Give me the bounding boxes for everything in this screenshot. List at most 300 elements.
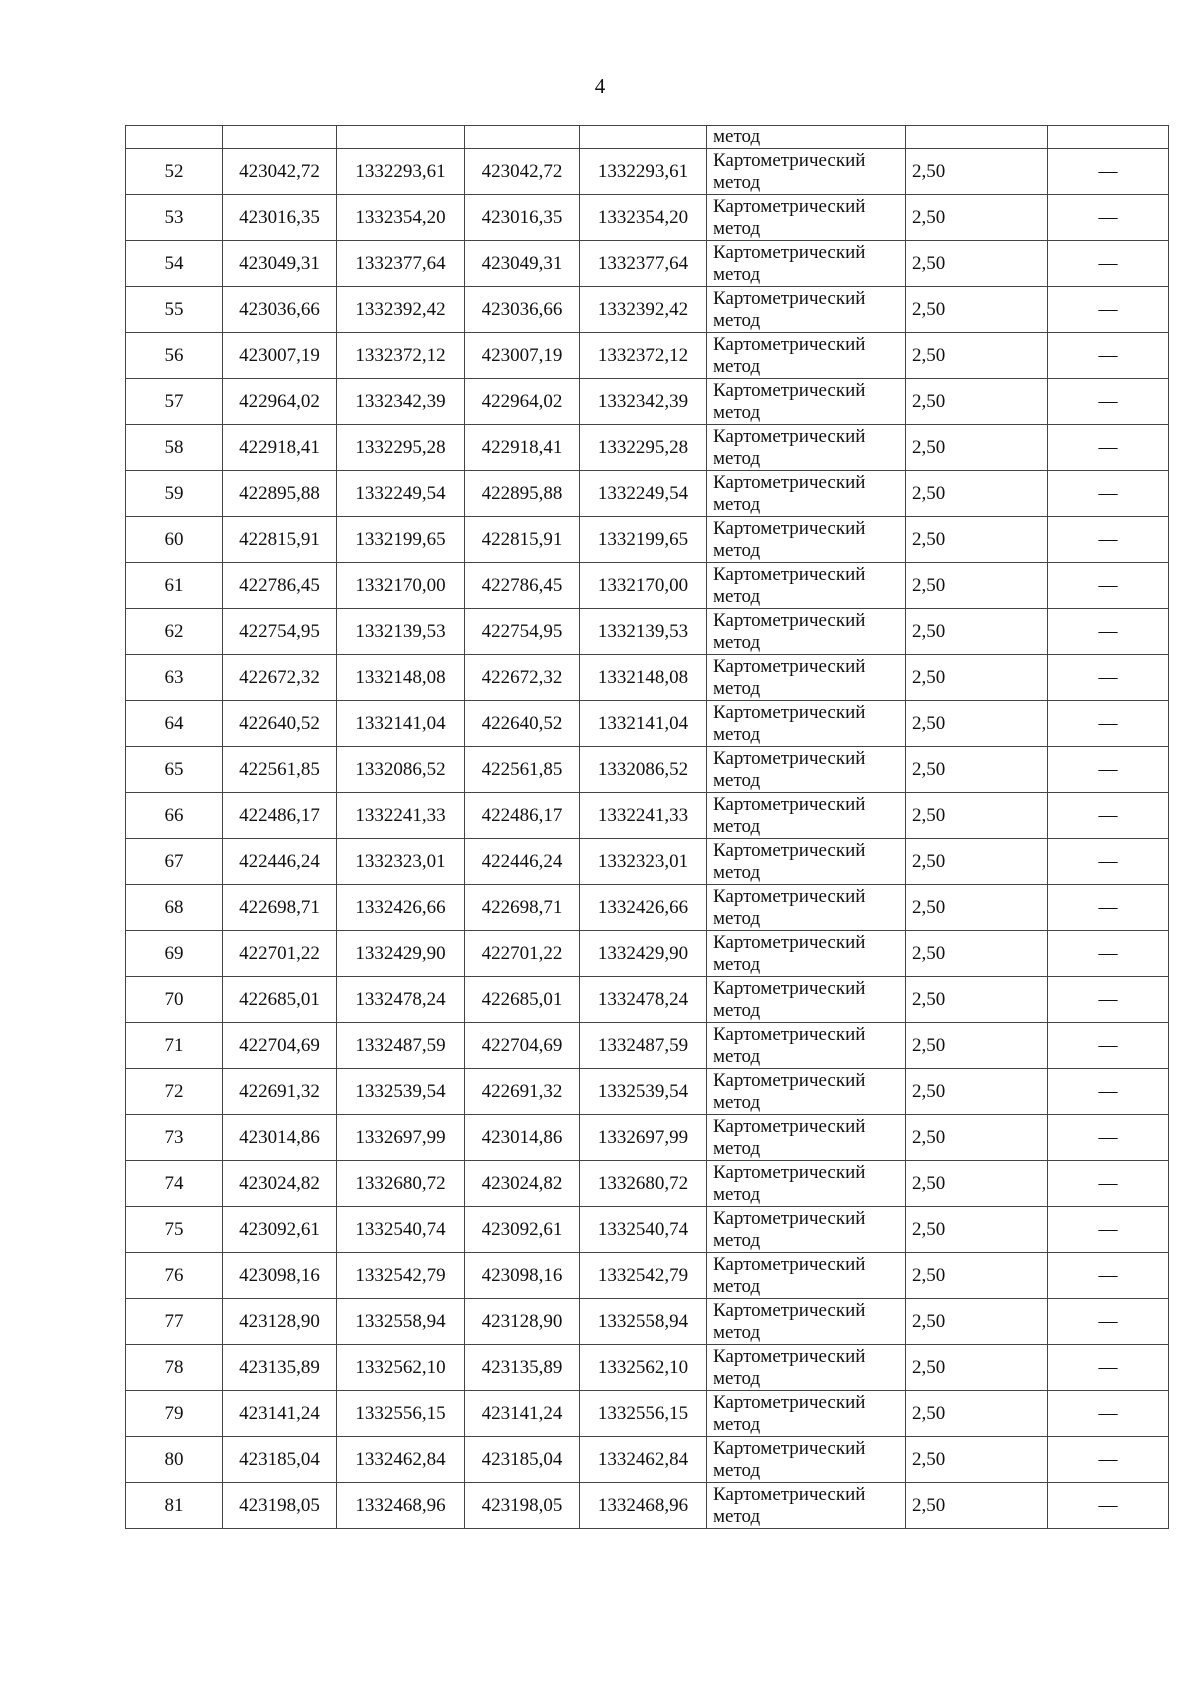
y-coordinate-cell: 1332342,39	[337, 379, 465, 425]
y-coordinate-new-cell: 1332478,24	[580, 977, 707, 1023]
note-cell: —	[1048, 885, 1169, 931]
accuracy-cell: 2,50	[906, 195, 1048, 241]
method-cell	[707, 655, 906, 701]
y-coordinate-new-cell: 1332372,12	[580, 333, 707, 379]
y-coordinate-new-cell: 1332139,53	[580, 609, 707, 655]
x-coordinate-cell: 423024,82	[223, 1161, 337, 1207]
method-cell	[707, 1483, 906, 1529]
accuracy-cell: 2,50	[906, 287, 1048, 333]
point-number-cell: 64	[126, 701, 223, 747]
table-cell	[465, 126, 580, 149]
note-cell: —	[1048, 1207, 1169, 1253]
method-cell	[707, 379, 906, 425]
point-number-cell: 72	[126, 1069, 223, 1115]
table-row	[126, 471, 1169, 517]
x-coordinate-cell: 422446,24	[223, 839, 337, 885]
y-coordinate-cell: 1332540,74	[337, 1207, 465, 1253]
x-coordinate-new-cell: 422964,02	[465, 379, 580, 425]
method-cell	[707, 195, 906, 241]
point-number-cell: 61	[126, 563, 223, 609]
accuracy-cell: 2,50	[906, 793, 1048, 839]
note-cell: —	[1048, 609, 1169, 655]
method-text-line2: метод	[713, 999, 761, 1021]
point-number-cell: 76	[126, 1253, 223, 1299]
x-coordinate-new-cell: 423024,82	[465, 1161, 580, 1207]
point-number-cell: 71	[126, 1023, 223, 1069]
y-coordinate-cell: 1332139,53	[337, 609, 465, 655]
method-text-line1: Картометрический	[713, 609, 866, 631]
x-coordinate-new-cell: 423014,86	[465, 1115, 580, 1161]
point-number-cell: 77	[126, 1299, 223, 1345]
x-coordinate-new-cell: 422754,95	[465, 609, 580, 655]
point-number-cell: 57	[126, 379, 223, 425]
method-cell	[707, 425, 906, 471]
table-row	[126, 885, 1169, 931]
method-text-line1: Картометрический	[713, 977, 866, 999]
table-row	[126, 701, 1169, 747]
y-coordinate-cell: 1332354,20	[337, 195, 465, 241]
table-cell	[126, 126, 223, 149]
method-text-line1: Картометрический	[713, 1391, 866, 1413]
method-text-line1: Картометрический	[713, 1161, 866, 1183]
point-number-cell: 60	[126, 517, 223, 563]
point-number-cell: 78	[126, 1345, 223, 1391]
accuracy-cell: 2,50	[906, 333, 1048, 379]
method-cell	[707, 885, 906, 931]
note-cell: —	[1048, 655, 1169, 701]
method-cell	[707, 609, 906, 655]
x-coordinate-new-cell: 423141,24	[465, 1391, 580, 1437]
table-row	[126, 609, 1169, 655]
x-coordinate-new-cell: 422672,32	[465, 655, 580, 701]
table-row	[126, 977, 1169, 1023]
method-text-line1: Картометрический	[713, 931, 866, 953]
point-number-cell: 56	[126, 333, 223, 379]
table-row	[126, 931, 1169, 977]
y-coordinate-cell: 1332468,96	[337, 1483, 465, 1529]
note-cell: —	[1048, 931, 1169, 977]
point-number-cell: 54	[126, 241, 223, 287]
y-coordinate-cell: 1332323,01	[337, 839, 465, 885]
table-row	[126, 1207, 1169, 1253]
table-row	[126, 1023, 1169, 1069]
y-coordinate-cell: 1332426,66	[337, 885, 465, 931]
x-coordinate-new-cell: 422561,85	[465, 747, 580, 793]
x-coordinate-cell: 423042,72	[223, 149, 337, 195]
method-text-line2: метод	[713, 1367, 761, 1389]
y-coordinate-new-cell: 1332540,74	[580, 1207, 707, 1253]
table-row	[126, 333, 1169, 379]
y-coordinate-new-cell: 1332558,94	[580, 1299, 707, 1345]
accuracy-cell: 2,50	[906, 655, 1048, 701]
y-coordinate-cell: 1332170,00	[337, 563, 465, 609]
note-cell: —	[1048, 701, 1169, 747]
point-number-cell: 53	[126, 195, 223, 241]
method-text-line2: метод	[713, 263, 761, 285]
y-coordinate-cell: 1332148,08	[337, 655, 465, 701]
y-coordinate-new-cell: 1332556,15	[580, 1391, 707, 1437]
method-text-line2: метод	[713, 1137, 761, 1159]
table-row	[126, 195, 1169, 241]
method-cell	[707, 701, 906, 747]
method-text-line2: метод	[713, 447, 761, 469]
x-coordinate-new-cell: 422895,88	[465, 471, 580, 517]
accuracy-cell: 2,50	[906, 931, 1048, 977]
note-cell: —	[1048, 425, 1169, 471]
table-row	[126, 379, 1169, 425]
accuracy-cell: 2,50	[906, 1483, 1048, 1529]
note-cell: —	[1048, 149, 1169, 195]
y-coordinate-new-cell: 1332377,64	[580, 241, 707, 287]
x-coordinate-new-cell: 423128,90	[465, 1299, 580, 1345]
table-row	[126, 1437, 1169, 1483]
y-coordinate-cell: 1332429,90	[337, 931, 465, 977]
method-text-line1: Картометрический	[713, 517, 866, 539]
method-cell	[707, 517, 906, 563]
accuracy-cell: 2,50	[906, 149, 1048, 195]
y-coordinate-new-cell: 1332086,52	[580, 747, 707, 793]
x-coordinate-cell: 422786,45	[223, 563, 337, 609]
accuracy-cell: 2,50	[906, 1299, 1048, 1345]
method-text-line1: Картометрический	[713, 241, 866, 263]
method-text-line2: метод	[713, 815, 761, 837]
method-text-line2: метод	[713, 309, 761, 331]
x-coordinate-new-cell: 423198,05	[465, 1483, 580, 1529]
x-coordinate-new-cell: 423036,66	[465, 287, 580, 333]
accuracy-cell: 2,50	[906, 425, 1048, 471]
y-coordinate-cell: 1332697,99	[337, 1115, 465, 1161]
y-coordinate-cell: 1332241,33	[337, 793, 465, 839]
method-text-line2: метод	[713, 585, 761, 607]
method-cell	[707, 471, 906, 517]
accuracy-cell: 2,50	[906, 1207, 1048, 1253]
coordinates-table	[125, 125, 1169, 1529]
method-cell	[707, 1345, 906, 1391]
point-number-cell: 73	[126, 1115, 223, 1161]
method-text-line2: метод	[713, 1459, 761, 1481]
method-text-line2: метод	[713, 953, 761, 975]
method-text-line2: метод	[713, 1413, 761, 1435]
point-number-cell: 80	[126, 1437, 223, 1483]
method-cell	[707, 241, 906, 287]
x-coordinate-new-cell: 422486,17	[465, 793, 580, 839]
method-text-line1: Картометрический	[713, 1069, 866, 1091]
method-text-line1: Картометрический	[713, 1115, 866, 1137]
point-number-cell: 79	[126, 1391, 223, 1437]
y-coordinate-cell: 1332487,59	[337, 1023, 465, 1069]
table-row	[126, 517, 1169, 563]
y-coordinate-new-cell: 1332249,54	[580, 471, 707, 517]
method-cell	[707, 839, 906, 885]
y-coordinate-new-cell: 1332342,39	[580, 379, 707, 425]
method-text-line2: метод	[713, 171, 761, 193]
y-coordinate-cell: 1332199,65	[337, 517, 465, 563]
y-coordinate-new-cell: 1332323,01	[580, 839, 707, 885]
note-cell: —	[1048, 747, 1169, 793]
method-text-line2: метод	[713, 493, 761, 515]
x-coordinate-cell: 423128,90	[223, 1299, 337, 1345]
method-text-line1: Картометрический	[713, 1253, 866, 1275]
table-row	[126, 1115, 1169, 1161]
method-text-line2: метод	[713, 1229, 761, 1251]
x-coordinate-new-cell: 423185,04	[465, 1437, 580, 1483]
x-coordinate-cell: 422918,41	[223, 425, 337, 471]
table-row	[126, 241, 1169, 287]
method-text-line2: метод	[713, 539, 761, 561]
x-coordinate-new-cell: 422815,91	[465, 517, 580, 563]
x-coordinate-cell: 422964,02	[223, 379, 337, 425]
method-cell	[707, 1023, 906, 1069]
y-coordinate-cell: 1332556,15	[337, 1391, 465, 1437]
y-coordinate-new-cell: 1332354,20	[580, 195, 707, 241]
table-row	[126, 839, 1169, 885]
note-cell: —	[1048, 1115, 1169, 1161]
table-row	[126, 149, 1169, 195]
method-cell	[707, 1299, 906, 1345]
y-coordinate-new-cell: 1332392,42	[580, 287, 707, 333]
x-coordinate-cell: 422701,22	[223, 931, 337, 977]
table-row	[126, 655, 1169, 701]
point-number-cell: 69	[126, 931, 223, 977]
y-coordinate-new-cell: 1332429,90	[580, 931, 707, 977]
accuracy-cell: 2,50	[906, 1161, 1048, 1207]
accuracy-cell: 2,50	[906, 1115, 1048, 1161]
table-cell	[1048, 126, 1169, 149]
method-text-line2: метод	[713, 401, 761, 423]
x-coordinate-new-cell: 423007,19	[465, 333, 580, 379]
y-coordinate-cell: 1332141,04	[337, 701, 465, 747]
y-coordinate-cell: 1332372,12	[337, 333, 465, 379]
point-number-cell: 70	[126, 977, 223, 1023]
table-row	[126, 1069, 1169, 1115]
note-cell: —	[1048, 287, 1169, 333]
method-text-line1: Картометрический	[713, 471, 866, 493]
method-text-line1: Картометрический	[713, 885, 866, 907]
table-row	[126, 1161, 1169, 1207]
x-coordinate-new-cell: 423098,16	[465, 1253, 580, 1299]
table-row	[126, 1345, 1169, 1391]
method-text-line1: Картометрический	[713, 425, 866, 447]
table-row	[126, 425, 1169, 471]
note-cell: —	[1048, 517, 1169, 563]
method-text-line1: Картометрический	[713, 1345, 866, 1367]
x-coordinate-cell: 422698,71	[223, 885, 337, 931]
note-cell: —	[1048, 1483, 1169, 1529]
method-text-line1: Картометрический	[713, 1207, 866, 1229]
method-text-line1: Картометрический	[713, 839, 866, 861]
point-number-cell: 59	[126, 471, 223, 517]
point-number-cell: 67	[126, 839, 223, 885]
x-coordinate-cell: 422561,85	[223, 747, 337, 793]
note-cell: —	[1048, 1253, 1169, 1299]
table-row	[126, 563, 1169, 609]
y-coordinate-cell: 1332377,64	[337, 241, 465, 287]
accuracy-cell: 2,50	[906, 609, 1048, 655]
note-cell: —	[1048, 1345, 1169, 1391]
method-text-line2: метод	[713, 217, 761, 239]
y-coordinate-new-cell: 1332539,54	[580, 1069, 707, 1115]
x-coordinate-cell: 422754,95	[223, 609, 337, 655]
table-row	[126, 747, 1169, 793]
x-coordinate-cell: 422685,01	[223, 977, 337, 1023]
method-text-line2: метод	[713, 861, 761, 883]
y-coordinate-cell: 1332478,24	[337, 977, 465, 1023]
method-cell	[707, 287, 906, 333]
table-row	[126, 287, 1169, 333]
method-text-line1: Картометрический	[713, 195, 866, 217]
method-cell	[707, 793, 906, 839]
method-text-line1: Картометрический	[713, 747, 866, 769]
note-cell: —	[1048, 471, 1169, 517]
x-coordinate-new-cell: 422691,32	[465, 1069, 580, 1115]
method-cell	[707, 931, 906, 977]
y-coordinate-new-cell: 1332199,65	[580, 517, 707, 563]
accuracy-cell: 2,50	[906, 1253, 1048, 1299]
method-text-line1: Картометрический	[713, 1483, 866, 1505]
accuracy-cell: 2,50	[906, 1345, 1048, 1391]
table-cell	[223, 126, 337, 149]
x-coordinate-new-cell: 422685,01	[465, 977, 580, 1023]
x-coordinate-new-cell: 422698,71	[465, 885, 580, 931]
method-text-line2: метод	[713, 677, 761, 699]
y-coordinate-cell: 1332462,84	[337, 1437, 465, 1483]
method-cell	[707, 747, 906, 793]
table-row	[126, 793, 1169, 839]
page-number: 4	[594, 74, 606, 98]
x-coordinate-new-cell: 423092,61	[465, 1207, 580, 1253]
x-coordinate-new-cell: 422701,22	[465, 931, 580, 977]
note-cell: —	[1048, 1299, 1169, 1345]
method-text-line2: метод	[713, 769, 761, 791]
x-coordinate-cell: 423185,04	[223, 1437, 337, 1483]
accuracy-cell: 2,50	[906, 1437, 1048, 1483]
method-text-line1: Картометрический	[713, 1299, 866, 1321]
x-coordinate-cell: 422704,69	[223, 1023, 337, 1069]
note-cell: —	[1048, 1023, 1169, 1069]
point-number-cell: 62	[126, 609, 223, 655]
method-cell	[707, 333, 906, 379]
method-text-line2: метод	[713, 1321, 761, 1343]
y-coordinate-cell: 1332392,42	[337, 287, 465, 333]
method-text-line1: Картометрический	[713, 379, 866, 401]
note-cell: —	[1048, 195, 1169, 241]
note-cell: —	[1048, 1069, 1169, 1115]
x-coordinate-new-cell: 422704,69	[465, 1023, 580, 1069]
y-coordinate-new-cell: 1332462,84	[580, 1437, 707, 1483]
y-coordinate-new-cell: 1332542,79	[580, 1253, 707, 1299]
x-coordinate-cell: 423198,05	[223, 1483, 337, 1529]
accuracy-cell: 2,50	[906, 839, 1048, 885]
accuracy-cell: 2,50	[906, 471, 1048, 517]
continuation-row	[126, 126, 1169, 149]
x-coordinate-new-cell: 422786,45	[465, 563, 580, 609]
accuracy-cell: 2,50	[906, 1069, 1048, 1115]
note-cell: —	[1048, 793, 1169, 839]
method-text-line2: метод	[713, 723, 761, 745]
accuracy-cell: 2,50	[906, 563, 1048, 609]
method-cell	[707, 1391, 906, 1437]
accuracy-cell: 2,50	[906, 379, 1048, 425]
y-coordinate-cell: 1332558,94	[337, 1299, 465, 1345]
x-coordinate-cell: 423016,35	[223, 195, 337, 241]
point-number-cell: 65	[126, 747, 223, 793]
x-coordinate-cell: 422815,91	[223, 517, 337, 563]
point-number-cell: 75	[126, 1207, 223, 1253]
method-cell	[707, 1069, 906, 1115]
table-cell	[337, 126, 465, 149]
point-number-cell: 74	[126, 1161, 223, 1207]
method-cell	[707, 149, 906, 195]
method-text-line2: метод	[713, 1091, 761, 1113]
method-text-line1: Картометрический	[713, 701, 866, 723]
x-coordinate-cell: 423135,89	[223, 1345, 337, 1391]
point-number-cell: 68	[126, 885, 223, 931]
method-cell	[707, 563, 906, 609]
x-coordinate-new-cell: 423135,89	[465, 1345, 580, 1391]
x-coordinate-cell: 423092,61	[223, 1207, 337, 1253]
y-coordinate-cell: 1332086,52	[337, 747, 465, 793]
accuracy-cell: 2,50	[906, 701, 1048, 747]
y-coordinate-new-cell: 1332487,59	[580, 1023, 707, 1069]
table-row	[126, 1299, 1169, 1345]
x-coordinate-new-cell: 422446,24	[465, 839, 580, 885]
y-coordinate-new-cell: 1332241,33	[580, 793, 707, 839]
y-coordinate-new-cell: 1332697,99	[580, 1115, 707, 1161]
method-cell	[707, 977, 906, 1023]
table-body	[126, 126, 1169, 1529]
point-number-cell: 52	[126, 149, 223, 195]
method-text-line2: метод	[713, 1183, 761, 1205]
method-cell	[707, 1115, 906, 1161]
x-coordinate-new-cell: 423016,35	[465, 195, 580, 241]
y-coordinate-cell: 1332562,10	[337, 1345, 465, 1391]
x-coordinate-new-cell: 422918,41	[465, 425, 580, 471]
table-row	[126, 1391, 1169, 1437]
y-coordinate-new-cell: 1332468,96	[580, 1483, 707, 1529]
method-text-line2: метод	[713, 631, 761, 653]
y-coordinate-new-cell: 1332680,72	[580, 1161, 707, 1207]
accuracy-cell: 2,50	[906, 241, 1048, 287]
method-text-line1: Картометрический	[713, 1023, 866, 1045]
method-text: метод	[713, 126, 761, 147]
x-coordinate-cell: 423141,24	[223, 1391, 337, 1437]
point-number-cell: 63	[126, 655, 223, 701]
method-cell	[707, 1437, 906, 1483]
y-coordinate-cell: 1332542,79	[337, 1253, 465, 1299]
method-text-line1: Картометрический	[713, 333, 866, 355]
method-text-line1: Картометрический	[713, 563, 866, 585]
table-row	[126, 1253, 1169, 1299]
x-coordinate-cell: 423014,86	[223, 1115, 337, 1161]
y-coordinate-cell: 1332680,72	[337, 1161, 465, 1207]
method-text-line1: Картометрический	[713, 1437, 866, 1459]
note-cell: —	[1048, 1161, 1169, 1207]
x-coordinate-cell: 422486,17	[223, 793, 337, 839]
method-text-line1: Картометрический	[713, 149, 866, 171]
y-coordinate-new-cell: 1332426,66	[580, 885, 707, 931]
y-coordinate-new-cell: 1332170,00	[580, 563, 707, 609]
x-coordinate-cell: 422640,52	[223, 701, 337, 747]
y-coordinate-new-cell: 1332293,61	[580, 149, 707, 195]
point-number-cell: 81	[126, 1483, 223, 1529]
method-cell	[707, 126, 906, 149]
method-text-line2: метод	[713, 355, 761, 377]
x-coordinate-cell: 423049,31	[223, 241, 337, 287]
note-cell: —	[1048, 839, 1169, 885]
y-coordinate-new-cell: 1332295,28	[580, 425, 707, 471]
y-coordinate-cell: 1332293,61	[337, 149, 465, 195]
y-coordinate-cell: 1332249,54	[337, 471, 465, 517]
